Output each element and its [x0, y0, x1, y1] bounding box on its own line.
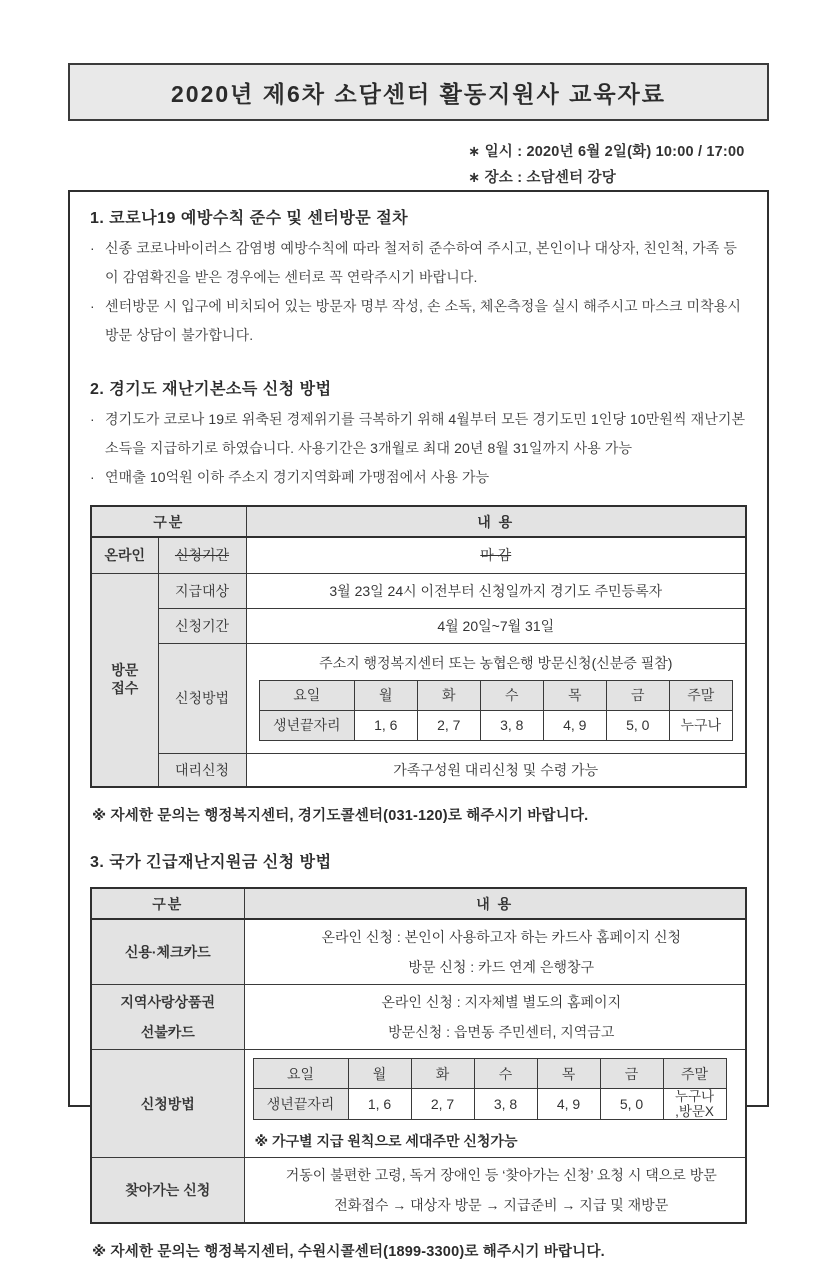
- header-cell-content: 내 용: [246, 506, 746, 537]
- bullet-marker: ·: [90, 298, 95, 314]
- spacer: [90, 354, 747, 376]
- day-header-cell: 수: [474, 1059, 537, 1089]
- label-cell-method: 신청방법: [158, 643, 246, 753]
- page-title: 2020년 제6차 소담센터 활동지원사 교육자료: [170, 80, 666, 107]
- bullet-item: [90, 405, 747, 463]
- value-cell-target: 3월 23일 24시 이전부터 신청일까지 경기도 주민등록자: [246, 573, 746, 608]
- label-cell-proxy: 대리신청: [158, 753, 246, 787]
- header-cell-content: 내 용: [244, 888, 746, 919]
- value-line: 전화접수 → 대상자 방문 → 지급준비 → 지급 및 재방문: [334, 1197, 669, 1213]
- bullet-marker: ·: [90, 469, 95, 485]
- label-cell-method: 신청방법: [91, 1050, 244, 1158]
- meta-block: [468, 139, 745, 191]
- day-header-cell: 요일: [253, 1059, 348, 1089]
- method-intro-text: 주소지 행정복지센터 또는 농협은행 방문신청(신분증 필참): [319, 654, 673, 671]
- day-table-header-row: [253, 1059, 726, 1089]
- day-schedule-table: [259, 680, 733, 741]
- table-header-row: [91, 888, 746, 919]
- day-table-header-row: [259, 680, 732, 710]
- day-header-cell: 요일: [259, 680, 354, 710]
- day-value-cell: 5, 0: [600, 1089, 663, 1120]
- label-cell-target: 지급대상: [158, 573, 246, 608]
- day-header-cell: 수: [480, 680, 543, 710]
- bullet-text: 신종 코로나바이러스 감염병 예방수칙에 따라 철저히 준수하여 주시고, 본인이나 대상자, 친인척, 가족 등이 감염확진을 받은 경우에는 센터로 꼭 연락주시기 바랍니다.: [105, 240, 738, 285]
- day-value-cell: 4, 9: [537, 1089, 600, 1120]
- day-header-cell: 금: [600, 1059, 663, 1089]
- day-value-cell: 1, 6: [354, 710, 417, 740]
- day-value-cell: 5, 0: [606, 710, 669, 740]
- label-cell-gift-card: 지역사랑상품권 선불카드: [91, 985, 244, 1050]
- bullet-marker: ·: [90, 411, 95, 427]
- spacer: [90, 878, 747, 887]
- day-header-cell: 목: [537, 1059, 600, 1089]
- bullet-item: [90, 463, 747, 492]
- day-value-cell: 3, 8: [480, 710, 543, 740]
- value-cell-gift-card: [244, 985, 746, 1050]
- section-2-bullets: [90, 405, 747, 492]
- section-2-heading: 2. 경기도 재난기본소득 신청 방법: [90, 381, 332, 398]
- note-suwon: ※ 자세한 문의는 행정복지센터, 수원시콜센터(1899-3300)로 해주시기 바랍니다.: [92, 1244, 605, 1260]
- section-1-bullets: [90, 234, 747, 350]
- table-row-target: [91, 573, 746, 608]
- table-header-row: [91, 506, 746, 537]
- meta-datetime: ∗ 일시 : 2020년 6월 2일(화) 10:00 / 17:00: [468, 144, 745, 160]
- value-cell-credit-card: [244, 919, 746, 985]
- day-schedule-table: [253, 1058, 727, 1120]
- value-line: 방문신청 : 읍면동 주민센터, 지역금고: [388, 1024, 615, 1040]
- value-line: 온라인 신청 : 본인이 사용하고자 하는 카드사 홈페이지 신청: [321, 929, 682, 945]
- bullet-text: 연매출 10억원 이하 주소지 경기지역화폐 가맹점에서 사용 가능: [105, 469, 490, 485]
- group-cell-visit: 방문 접수: [91, 573, 158, 787]
- value-cell-period: 4월 20일~7월 31일: [246, 608, 746, 643]
- label-cell-period: 신청기간: [158, 608, 246, 643]
- note-gyeonggi: ※ 자세한 문의는 행정복지센터, 경기도콜센터(031-120)로 해주시기 바랍니다.: [92, 808, 589, 824]
- value-cell-proxy: 가족구성원 대리신청 및 수령 가능: [246, 753, 746, 787]
- day-value-cell: 2, 7: [411, 1089, 474, 1120]
- national-relief-table: [90, 887, 747, 1224]
- day-row-label: 생년끝자리: [259, 710, 354, 740]
- day-value-cell: 누구나: [669, 710, 732, 740]
- day-row-label: 생년끝자리: [253, 1089, 348, 1120]
- value-cell-outreach: [244, 1158, 746, 1224]
- day-header-cell: 월: [348, 1059, 411, 1089]
- value-cell-closed: 마 감: [246, 537, 746, 573]
- meta-location: ∗ 장소 : 소담센터 강당: [468, 170, 616, 186]
- day-header-cell: 주말: [669, 680, 732, 710]
- table-row-period: [91, 608, 746, 643]
- day-header-cell: 목: [543, 680, 606, 710]
- day-header-cell: 화: [417, 680, 480, 710]
- bullet-text: 경기도가 코로나 19로 위축된 경제위기를 극복하기 위해 4월부터 모든 경기도민 1인당 10만원씩 재난기본소득을 지급하기로 하였습니다. 사용기간은 3개월로 최대 20년 8월 31일까지 사용 가능: [105, 411, 746, 456]
- spacer: [90, 496, 747, 505]
- label-cell-credit-card: 신용·체크카드: [91, 919, 244, 985]
- section-3-heading: 3. 국가 긴급재난지원금 신청 방법: [90, 854, 332, 871]
- bullet-item: [90, 234, 747, 292]
- day-table-value-row: [253, 1089, 726, 1120]
- table-row-outreach: [91, 1158, 746, 1224]
- table-row-online: [91, 537, 746, 573]
- bullet-text: 센터방문 시 입구에 비치되어 있는 방문자 명부 작성, 손 소독, 체온측정을 실시 해주시고 마스크 미착용시 방문 상담이 불가합니다.: [105, 298, 742, 343]
- value-cell-method: [246, 643, 746, 753]
- day-header-cell: 화: [411, 1059, 474, 1089]
- table-row-credit-card: [91, 919, 746, 985]
- day-value-cell: 1, 6: [348, 1089, 411, 1120]
- gyeonggi-income-table: [90, 505, 747, 788]
- day-value-cell: 2, 7: [417, 710, 480, 740]
- day-table-value-row: [259, 710, 732, 740]
- day-value-cell: 4, 9: [543, 710, 606, 740]
- table-row-gift-card: [91, 985, 746, 1050]
- table-row-method: [91, 643, 746, 753]
- value-line: 방문 신청 : 카드 연계 은행창구: [408, 959, 595, 975]
- day-header-cell: 금: [606, 680, 669, 710]
- header-cell-gubun: 구분: [91, 506, 246, 537]
- day-header-cell: 월: [354, 680, 417, 710]
- day-header-cell: 주말: [663, 1059, 726, 1089]
- label-cell-outreach: 찾아가는 신청: [91, 1158, 244, 1224]
- document-title-box: [68, 63, 769, 121]
- bullet-marker: ·: [90, 240, 95, 256]
- day-value-cell: 3, 8: [474, 1089, 537, 1120]
- section-1-heading: 1. 코로나19 예방수칙 준수 및 센터방문 절차: [90, 210, 409, 227]
- value-line: 거동이 불편한 고령, 독거 장애인 등 ‘찾아가는 신청’ 요청 시 댁으로 방문: [285, 1167, 717, 1183]
- household-rule-note: ※ 가구별 지급 원칙으로 세대주만 신청가능: [254, 1133, 518, 1149]
- value-cell-method: [244, 1050, 746, 1158]
- table-row-method: [91, 1050, 746, 1158]
- label-cell-application-period: 신청기간: [158, 537, 246, 573]
- content-box: [68, 190, 769, 1260]
- bullet-item: [90, 292, 747, 350]
- group-cell-online: 온라인: [91, 537, 158, 573]
- table-row-proxy: [91, 753, 746, 787]
- value-line: 온라인 신청 : 지자체별 별도의 홈페이지: [381, 994, 622, 1010]
- spacer: [90, 825, 747, 849]
- header-cell-gubun: 구분: [91, 888, 244, 919]
- day-value-cell-weekend: 누구나 ,방문X: [663, 1089, 726, 1120]
